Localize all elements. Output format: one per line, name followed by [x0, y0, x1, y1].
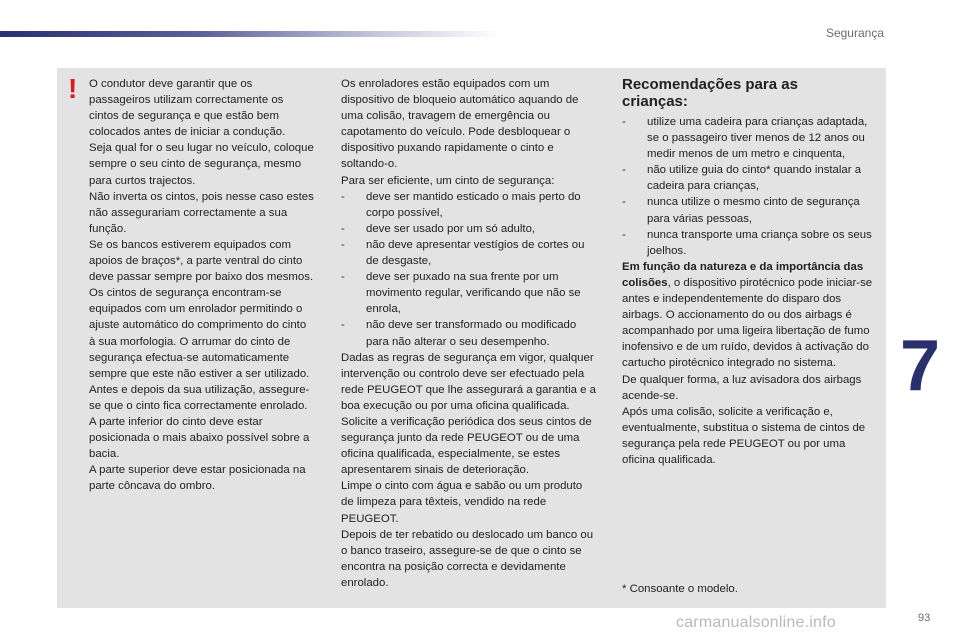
collision-bold-lead: Em função da natureza e da importância das colisões — [622, 260, 864, 289]
paragraph: Os enroladores estão equipados com um dispositivo de bloqueio automático aquando de uma colisão, travagem de emergência ou capotamento do veículo. Pode desbloquear o dispositivo puxando rapidamente o cinto e soltando-o. — [341, 78, 579, 171]
paragraph: Não inverta os cintos, pois nesse caso estes não assegurariam correctamente a sua função. — [89, 190, 314, 235]
watermark: carmanualsonline.info — [676, 614, 836, 631]
list-item: - deve ser mantido esticado o mais perto do corpo possível, — [341, 189, 596, 221]
column-retractors — [341, 76, 596, 591]
column-seatbelt-instructions — [89, 76, 315, 494]
column-children — [622, 114, 876, 468]
header-gradient-bar — [0, 31, 500, 37]
paragraph: Os cintos de segurança encontram-se equipados com um enrolador permitindo o ajuste automático do comprimento do cinto à sua morfologia. O arrumar do cinto de segurança efectua-se automaticamente sempre que este não estiver a ser utilizado. — [89, 287, 310, 380]
list-item: - nunca transporte uma criança sobre os seus joelhos. — [622, 227, 876, 259]
warning-icon: ! — [68, 73, 78, 104]
list-intro: Para ser eficiente, um cinto de segurança: — [341, 174, 555, 187]
paragraph: Após uma colisão, solicite a verificação e, eventualmente, substitua o sistema de cintos de segurança pela rede PEUGEOT ou por uma oficina qualificada. — [622, 405, 866, 466]
paragraph: Depois de ter rebatido ou deslocado um banco ou o banco traseiro, assegure-se de que o cinto se encontra na posição correcta e devidamente enrolado. — [341, 528, 594, 589]
list-item: - deve ser puxado na sua frente por um movimento regular, verificando que não se enrola, — [341, 269, 596, 317]
list-item: - deve ser usado por um só adulto, — [341, 221, 596, 237]
children-recommendations-title: Recomendações para as crianças: — [622, 76, 798, 110]
collision-paragraph — [622, 259, 876, 372]
collision-text: , o dispositivo pirotécnico pode iniciar-se antes e independentemente do disparo dos airbags. O accionamento do ou dos airbags é acompanhado por uma ligeira libertação de fumo inofensivo e de um ruído, devidos à activação do cartucho pirotécnico integrado no sistema. — [622, 276, 873, 370]
list-item: - utilize uma cadeira para crianças adaptada, se o passageiro tiver menos de 12 anos ou medir menos de um metro e cinquenta, — [622, 114, 876, 162]
page-number: 93 — [918, 612, 931, 624]
paragraph: Solicite a verificação periódica dos seus cintos de segurança junto da rede PEUGEOT ou de uma oficina qualificada, especialmente, se estes apresentarem sinais de deterioração. — [341, 415, 592, 477]
paragraph: Antes e depois da sua utilização, assegure-se que o cinto fica correctamente enrolado. — [89, 383, 310, 412]
footnote: * Consoante o modelo. — [622, 583, 738, 595]
paragraph: O condutor deve garantir que os passageiros utilizam correctamente os cintos de segurança e que estão bem colocados antes de iniciar a condução. — [89, 78, 286, 139]
chapter-number: 7 — [900, 326, 941, 406]
paragraph: De qualquer forma, a luz avisadora dos airbags acende-se. — [622, 373, 862, 402]
paragraph: A parte inferior do cinto deve estar posicionada o mais abaixo possível sobre a bacia. — [89, 415, 310, 461]
paragraph: Dadas as regras de segurança em vigor, qualquer intervenção ou controlo deve ser efectuado pela rede PEUGEOT que lhe assegurará a garantia e a boa execução ou por uma oficina qualificada. — [341, 351, 596, 412]
paragraph: Seja qual for o seu lugar no veículo, coloque sempre o seu cinto de segurança, mesmo para curtos trajectos. — [89, 142, 314, 187]
paragraph: A parte superior deve estar posicionada na parte côncava do ombro. — [89, 464, 306, 493]
list-item: - não utilize guia do cinto* quando instalar a cadeira para crianças, — [622, 162, 876, 194]
section-title: Segurança — [825, 26, 884, 40]
list-item: - não deve ser transformado ou modificado para não alterar o seu desempenho. — [341, 317, 596, 349]
paragraph: Se os bancos estiverem equipados com apoios de braços*, a parte ventral do cinto deve passar sempre por baixo dos mesmos. — [89, 238, 314, 284]
list-item: - nunca utilize o mesmo cinto de segurança para várias pessoas, — [622, 194, 876, 226]
list-item: - não deve apresentar vestígios de cortes ou de desgaste, — [341, 237, 596, 269]
paragraph: Limpe o cinto com água e sabão ou um produto de limpeza para têxteis, vendido na rede PEUGEOT. — [341, 480, 583, 525]
